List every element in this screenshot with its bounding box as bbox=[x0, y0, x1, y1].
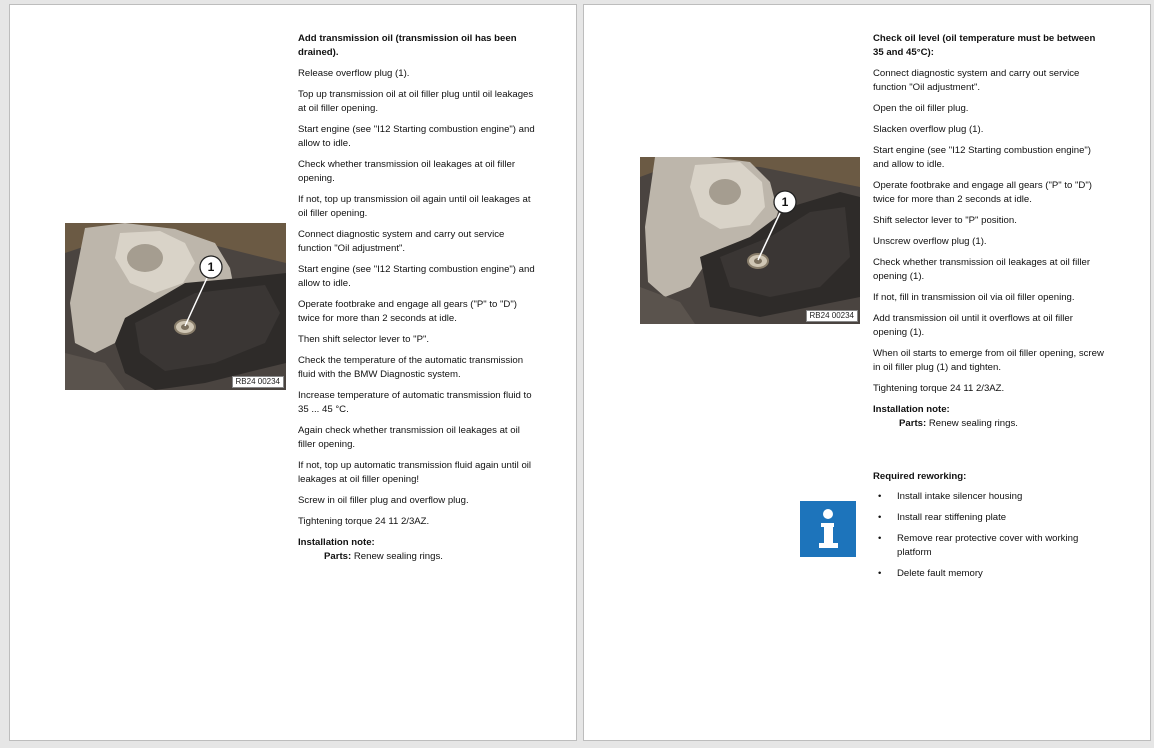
transmission-photo bbox=[640, 157, 860, 324]
instruction-step: Open the oil filler plug. bbox=[873, 103, 969, 114]
instruction-step: Connect diagnostic system and carry out service function "Oil adjustment". bbox=[298, 229, 505, 254]
instruction-step: Unscrew overflow plug (1). bbox=[873, 236, 987, 247]
document-page-right bbox=[583, 4, 1151, 741]
instruction-step: Tightening torque 24 11 2/3AZ. bbox=[873, 383, 1005, 394]
rework-list bbox=[873, 490, 1113, 581]
instruction-step: If not, top up transmission oil again until oil leakages at oil filler opening. bbox=[298, 194, 531, 219]
parts-label: Parts: bbox=[324, 551, 352, 562]
rework-item: • Install rear stiffening plate bbox=[873, 511, 1113, 525]
instruction-step: Check whether transmission oil leakages at oil filler opening (1). bbox=[873, 257, 1091, 282]
rework-item: • Delete fault memory bbox=[873, 567, 1113, 581]
installation-note-body bbox=[873, 417, 1108, 431]
parts-text: Renew sealing rings. bbox=[351, 551, 443, 562]
info-glyph bbox=[800, 501, 856, 557]
transmission-photo bbox=[65, 223, 286, 390]
instruction-step: Screw in oil filler plug and overflow plug. bbox=[298, 495, 469, 506]
instruction-step: Start engine (see "I12 Starting combustion engine") and allow to idle. bbox=[298, 264, 535, 289]
instruction-step: Tightening torque 24 11 2/3AZ. bbox=[298, 516, 430, 527]
installation-note-title: Installation note: bbox=[873, 404, 950, 415]
transmission-illustration bbox=[640, 157, 860, 324]
section-heading: Add transmission oil (transmission oil has been drained). bbox=[298, 33, 517, 58]
transmission-illustration bbox=[65, 223, 286, 390]
rework-title: Required reworking: bbox=[873, 471, 967, 482]
instruction-step: If not, fill in transmission oil via oil filler opening. bbox=[873, 292, 1075, 303]
instruction-step: Again check whether transmission oil leakages at oil filler opening. bbox=[298, 425, 520, 450]
instruction-step: Operate footbrake and engage all gears ("P" to "D") twice for more than 2 seconds at idle. bbox=[873, 180, 1092, 205]
rework-item: • Install intake silencer housing bbox=[873, 490, 1113, 504]
parts-text: Renew sealing rings. bbox=[926, 418, 1018, 429]
instruction-step: Then shift selector lever to "P". bbox=[298, 334, 430, 345]
instruction-step: Slacken overflow plug (1). bbox=[873, 124, 984, 135]
instruction-step: Start engine (see "I12 Starting combustion engine") and allow to idle. bbox=[298, 124, 535, 149]
parts-label: Parts: bbox=[899, 418, 927, 429]
photo-reference-code: RB24 00234 bbox=[232, 376, 284, 388]
instruction-step: Operate footbrake and engage all gears ("P" to "D") twice for more than 2 seconds at idle. bbox=[298, 299, 517, 324]
instruction-step: When oil starts to emerge from oil filler opening, screw in oil filler plug (1) and tighten. bbox=[873, 348, 1104, 373]
instruction-step: If not, top up automatic transmission fluid again until oil leakages at oil filler opening! bbox=[298, 460, 532, 485]
required-reworking-section bbox=[873, 470, 1113, 588]
instruction-step: Start engine (see "I12 Starting combustion engine") and allow to idle. bbox=[873, 145, 1092, 170]
instruction-step: Check whether transmission oil leakages at oil filler opening. bbox=[298, 159, 516, 184]
section-heading: Check oil level (oil temperature must be between 35 and 45°C): bbox=[873, 33, 1096, 58]
instruction-step: Top up transmission oil at oil filler plug until oil leakages at oil filler opening. bbox=[298, 89, 534, 114]
instruction-step: Increase temperature of automatic transmission fluid to 35 ... 45 °C. bbox=[298, 390, 532, 415]
info-icon bbox=[800, 501, 856, 557]
instruction-step: Connect diagnostic system and carry out service function "Oil adjustment". bbox=[873, 68, 1080, 93]
document-page-left bbox=[9, 4, 577, 741]
installation-note-title: Installation note: bbox=[298, 537, 375, 548]
instruction-column bbox=[873, 32, 1108, 438]
installation-note-body bbox=[298, 550, 538, 564]
callout-number: 1 bbox=[207, 260, 215, 274]
instruction-step: Release overflow plug (1). bbox=[298, 68, 410, 79]
instruction-step: Add transmission oil until it overflows at oil filler opening (1). bbox=[873, 313, 1073, 338]
instruction-step: Check the temperature of the automatic transmission fluid with the BMW Diagnostic system. bbox=[298, 355, 524, 380]
photo-reference-code: RB24 00234 bbox=[806, 310, 858, 322]
instruction-column bbox=[298, 32, 538, 571]
rework-item: • Remove rear protective cover with working platform bbox=[873, 532, 1113, 560]
instruction-step: Shift selector lever to "P" position. bbox=[873, 215, 1017, 226]
callout-number: 1 bbox=[781, 195, 789, 209]
